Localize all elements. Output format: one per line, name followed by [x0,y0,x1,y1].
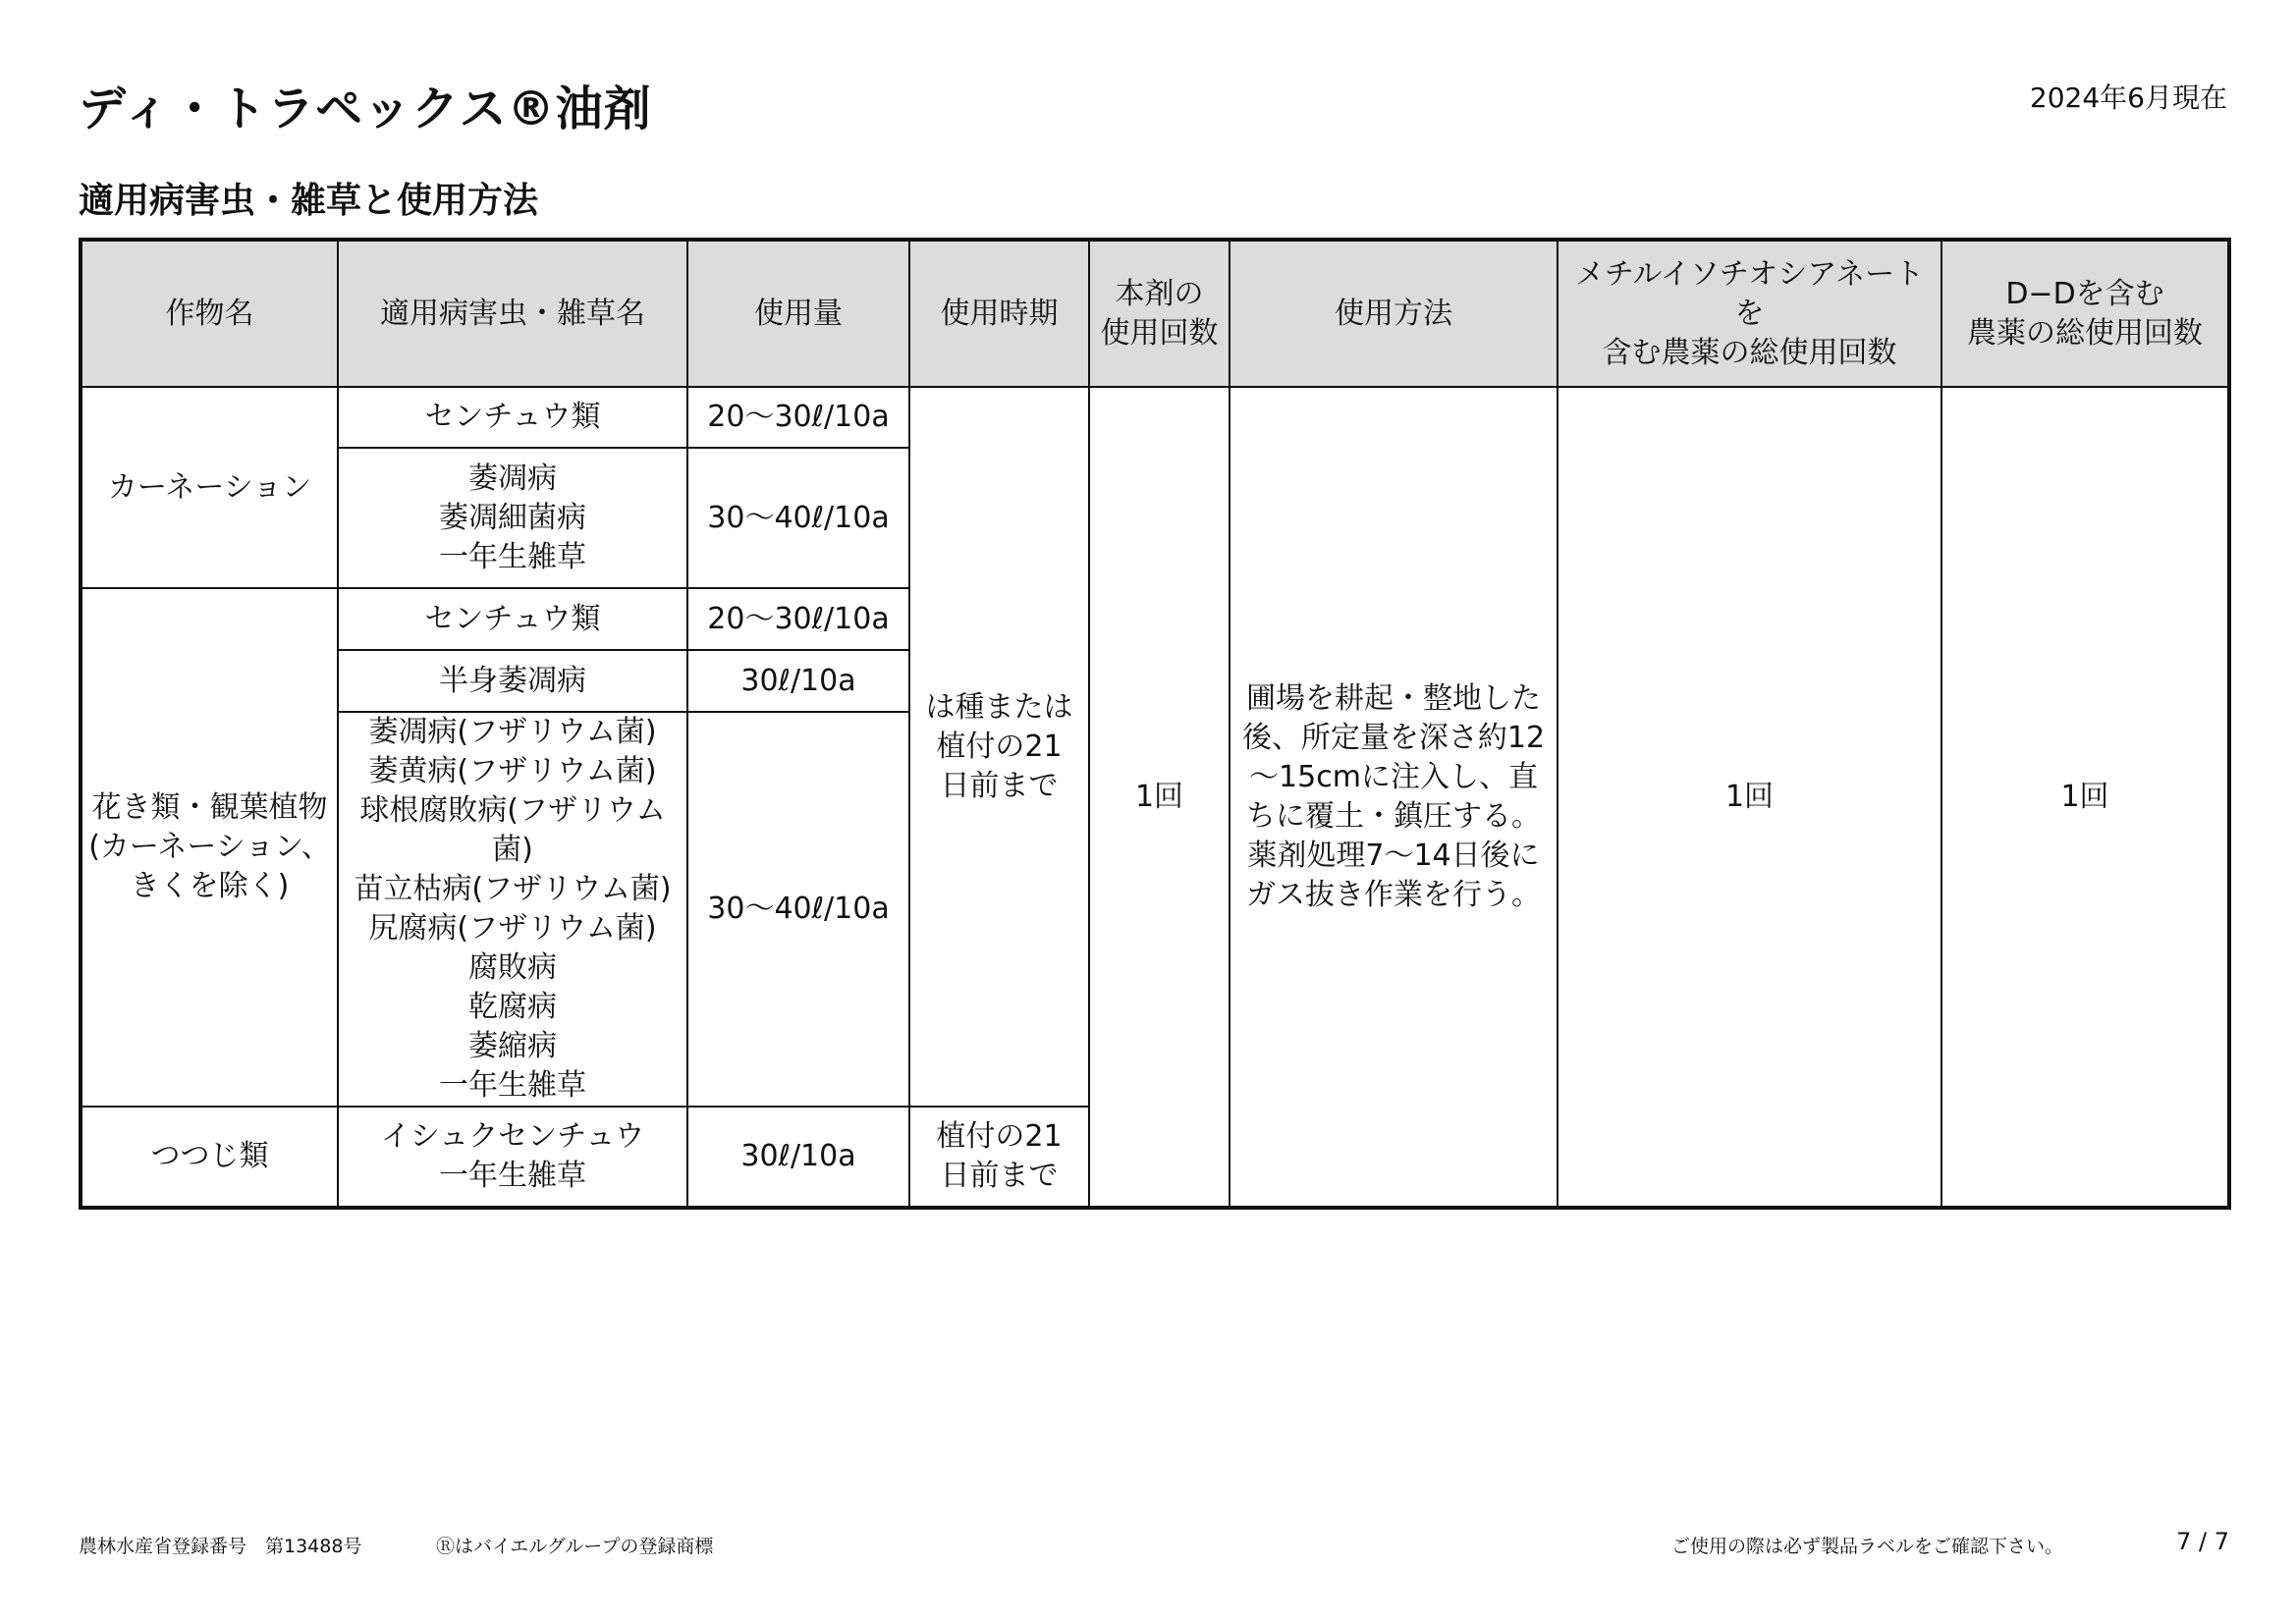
timing-cell: 植付の21 日前まで [909,1107,1089,1208]
col-header-times: 本剤の 使用回数 [1089,240,1230,387]
col-header-method: 使用方法 [1230,240,1558,387]
col-header-pest: 適用病害虫・雑草名 [338,240,687,387]
amount-cell: 30〜40ℓ/10a [687,448,909,588]
dd-total-cell: 1回 [1941,387,2229,1208]
crop-cell: つつじ類 [81,1107,338,1208]
table-row [81,387,2229,448]
col-header-dd-total: D−Dを含む 農薬の総使用回数 [1941,240,2229,387]
section-title: 適用病害虫・雑草と使用方法 [79,181,539,221]
usage-notice: ご使用の際は必ず製品ラベルをご確認下さい。 [1671,1536,2064,1557]
pest-cell: センチュウ類 [338,387,687,448]
col-header-crop: 作物名 [81,240,338,387]
col-header-mitc-total: メチルイソチオシアネートを 含む農薬の総使用回数 [1558,240,1941,387]
pest-cell: 半身萎凋病 [338,650,687,712]
pest-cell: 萎凋病 萎凋細菌病 一年生雑草 [338,448,687,588]
trademark-note: Ⓡはバイエルグループの登録商標 [436,1536,714,1557]
pest-cell: イシュクセンチュウ 一年生雑草 [338,1107,687,1208]
pest-cell: センチュウ類 [338,588,687,650]
page-number: 7 / 7 [2176,1528,2229,1555]
crop-cell: 花き類・観葉植物 (カーネーション、 きくを除く) [81,588,338,1107]
document-date: 2024年6月現在 [2029,81,2227,114]
amount-cell: 30ℓ/10a [687,1107,909,1208]
crop-cell: カーネーション [81,387,338,588]
amount-cell: 20〜30ℓ/10a [687,588,909,650]
registration-number: 農林水産省登録番号 第13488号 [79,1536,362,1557]
amount-cell: 30〜40ℓ/10a [687,712,909,1107]
application-table [79,238,2231,1210]
pest-cell: 萎凋病(フザリウム菌) 萎黄病(フザリウム菌) 球根腐敗病(フザリウム菌) 苗立枯病(フザリウム菌) 尻腐病(フザリウム菌) 腐敗病 乾腐病 萎縮病 一年生雑草 [338,712,687,1107]
mitc-total-cell: 1回 [1558,387,1941,1208]
col-header-timing: 使用時期 [909,240,1089,387]
col-header-amount: 使用量 [687,240,909,387]
timing-cell: は種または 植付の21 日前まで [909,387,1089,1107]
method-cell: 圃場を耕起・整地した 後、所定量を深さ約12 〜15cmに注入し、直 ちに覆土・鎮圧する。 薬剤処理7〜14日後に ガス抜き作業を行う。 [1230,387,1558,1208]
times-cell: 1回 [1089,387,1230,1208]
amount-cell: 30ℓ/10a [687,650,909,712]
document-title: ディ・トラペックス®油剤 [79,81,652,136]
amount-cell: 20〜30ℓ/10a [687,387,909,448]
header-row [81,240,2229,387]
